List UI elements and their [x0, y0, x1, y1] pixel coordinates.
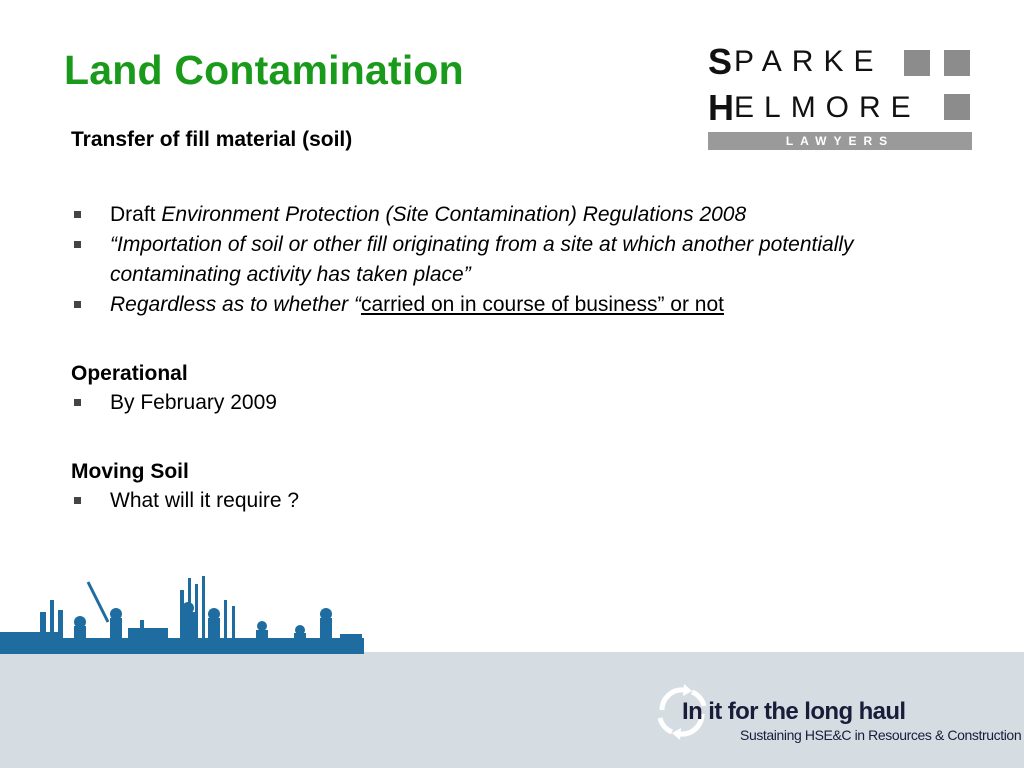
slide-body — [71, 126, 951, 516]
logo-initial-h: H — [708, 87, 734, 128]
square-bullet-icon — [74, 399, 81, 406]
logo-text-parke: PARKE — [734, 45, 884, 78]
list-item — [71, 486, 951, 516]
list-item — [71, 230, 951, 290]
square-bullet-icon — [74, 241, 81, 248]
heading-operational: Operational — [71, 362, 188, 385]
regardless-text: Regardless as to whether “ — [110, 293, 361, 316]
list-item — [71, 388, 951, 418]
slide-title: Land Contamination — [64, 47, 464, 93]
logo-text-elmore: ELMORE — [734, 91, 921, 124]
moving-question: What will it require ? — [110, 489, 300, 512]
operational-date: By February 2009 — [110, 391, 277, 414]
square-bullet-icon — [74, 211, 81, 218]
logo-square — [944, 94, 970, 120]
logo-lawyers-bar: LAWYERS — [708, 132, 972, 150]
list-item — [71, 200, 951, 230]
construction-workers-silhouette — [0, 570, 364, 656]
operational-bullet-list — [71, 388, 951, 418]
heading-transfer: Transfer of fill material (soil) — [71, 128, 353, 151]
square-bullet-icon — [74, 301, 81, 308]
logo-initial-s: S — [708, 41, 733, 82]
regulation-title: Environment Protection (Site Contamination) Regulations 2008 — [161, 203, 747, 226]
logo-square — [944, 50, 970, 76]
business-underlined-text: carried on in course of business” or not — [360, 293, 724, 316]
square-bullet-icon — [74, 497, 81, 504]
draft-prefix: Draft — [110, 203, 162, 226]
transfer-bullet-list — [71, 200, 951, 320]
footer-tagline: In it for the long haul — [682, 698, 906, 725]
logo-line-2 — [708, 87, 921, 128]
heading-moving-soil: Moving Soil — [71, 460, 189, 483]
logo-square — [904, 50, 930, 76]
moving-bullet-list — [71, 486, 951, 516]
footer-subtitle: Sustaining HSE&C in Resources & Construction — [740, 727, 1022, 743]
importation-quote: “Importation of soil or other fill originating from a site at which another potentially contaminating activity has taken place” — [110, 233, 854, 286]
logo-line-1 — [708, 41, 884, 82]
list-item — [71, 290, 951, 320]
